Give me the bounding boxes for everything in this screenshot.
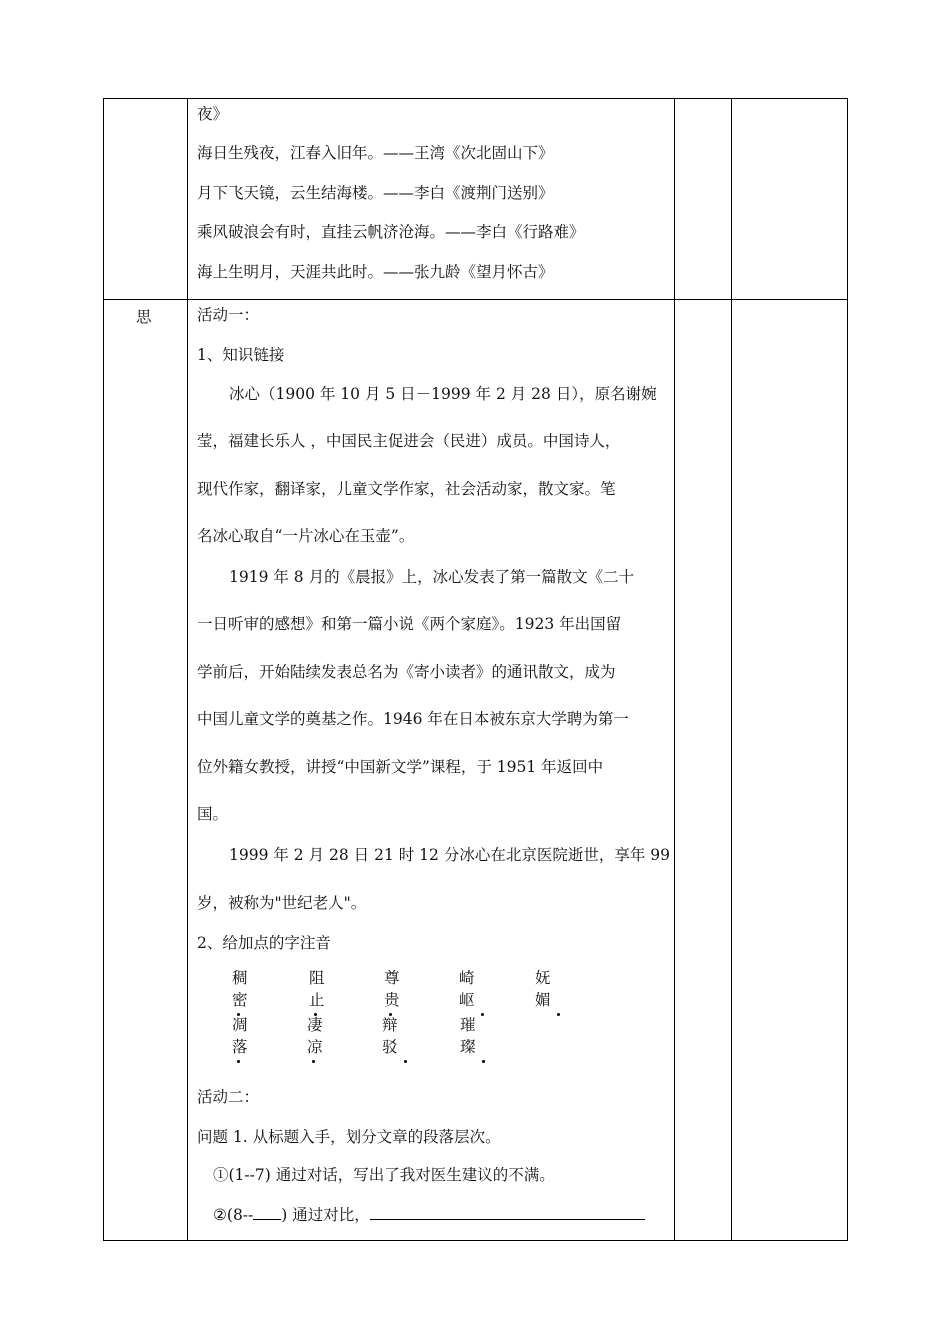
activity-two-title: 活动二： xyxy=(197,1088,260,1106)
knowledge-title: 1、知识链接 xyxy=(197,346,285,364)
answer-2-mid: ) 通过对比， xyxy=(281,1206,370,1224)
emphasis-dot xyxy=(237,1060,240,1063)
word-item: 璀璨 xyxy=(460,1013,476,1057)
poem-line: 月下飞天镜，云生结海楼。——李白《渡荆门送别》 xyxy=(197,184,554,202)
poem-line: 海日生残夜，江春入旧年。——王湾《次北固山下》 xyxy=(197,144,554,162)
word-item: 尊贵 xyxy=(384,966,400,1010)
paragraph-line: 名冰心取自“一片冰心在玉壶”。 xyxy=(197,527,415,545)
paragraph-line: 1919 年 8 月的《晨报》上，冰心发表了第一篇散文《二十 xyxy=(229,568,635,586)
paragraph-line: 莹，福建长乐人 ，中国民主促进会（民进）成员。中国诗人， xyxy=(197,432,621,450)
poem-line: 夜》 xyxy=(197,105,229,123)
paragraph-line: 国。 xyxy=(197,805,229,823)
paragraph-line: 学前后，开始陆续发表总名为《寄小读者》的通讯散文，成为 xyxy=(197,663,616,681)
pinyin-title: 2、给加点的字注音 xyxy=(197,934,331,952)
emphasis-dot xyxy=(312,1060,315,1063)
word-item: 崎岖 xyxy=(459,966,475,1010)
word-item: 妩媚 xyxy=(535,966,551,1010)
activity-one-title: 活动一： xyxy=(197,306,260,324)
word-item: 稠密 xyxy=(232,966,248,1010)
paragraph-line: 冰心（1900 年 10 月 5 日－1999 年 2 月 28 日），原名谢婉 xyxy=(229,385,657,403)
word-item: 凄凉 xyxy=(307,1013,323,1057)
poem-line: 乘风破浪会有时，直挂云帆济沧海。——李白《行路难》 xyxy=(197,223,585,241)
paragraph-line: 岁，被称为"世纪老人"。 xyxy=(197,894,367,912)
answer-1: ①(1--7) 通过对话，写出了我对医生建议的不满。 xyxy=(213,1166,555,1184)
side-label: 思 xyxy=(136,308,152,326)
answer-2-prefix: ②(8-- xyxy=(213,1206,254,1224)
emphasis-dot xyxy=(557,1013,560,1016)
paragraph-line: 位外籍女教授，讲授“中国新文学”课程，于 1951 年返回中 xyxy=(197,758,604,776)
paragraph-line: 一日听审的感想》和第一篇小说《两个家庭》。1923 年出国留 xyxy=(197,615,622,633)
question-1: 问题 1. 从标题入手，划分文章的段落层次。 xyxy=(197,1128,501,1146)
word-item: 辩驳 xyxy=(382,1013,398,1057)
emphasis-dot xyxy=(481,1013,484,1016)
paragraph-line: 中国儿童文学的奠基之作。1946 年在日本被东京大学聘为第一 xyxy=(197,710,629,728)
answer-blank-long[interactable] xyxy=(370,1205,645,1220)
paragraph-line: 1999 年 2 月 28 日 21 时 12 分冰心在北京医院逝世，享年 99 xyxy=(229,846,670,864)
answer-2 xyxy=(213,1205,645,1225)
emphasis-dot xyxy=(404,1060,407,1063)
poem-line: 海上生明月，天涯共此时。——张九龄《望月怀古》 xyxy=(197,263,554,281)
paragraph-line: 现代作家，翻译家，儿童文学作家，社会活动家，散文家。笔 xyxy=(197,480,616,498)
emphasis-dot xyxy=(482,1060,485,1063)
word-item: 阻止 xyxy=(309,966,325,1010)
answer-blank-short[interactable] xyxy=(253,1205,281,1220)
word-item: 凋落 xyxy=(232,1013,248,1057)
